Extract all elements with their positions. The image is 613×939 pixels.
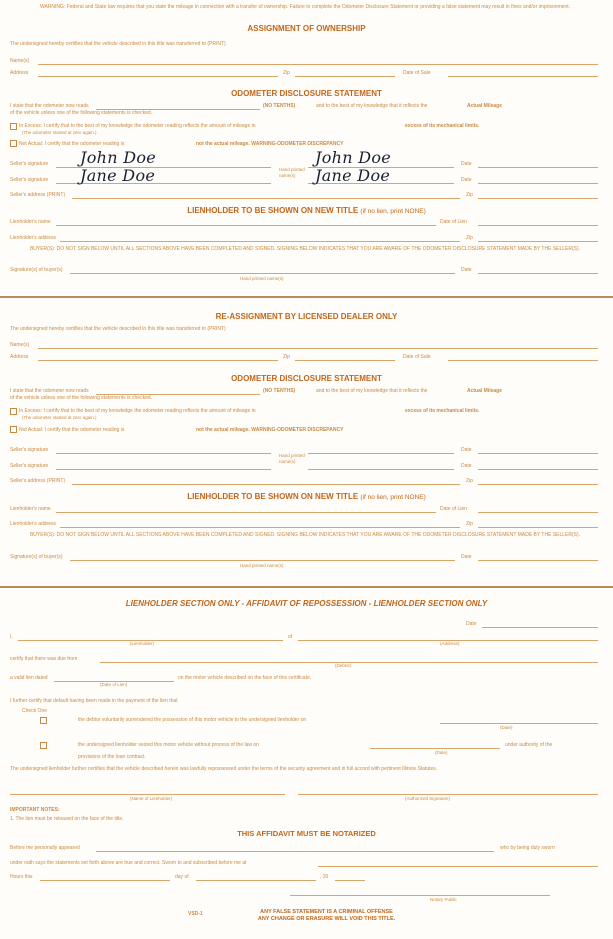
no-tenths: (NO TENTHS) [263,103,296,109]
notary-signature-line[interactable] [290,895,550,896]
important-notes: IMPORTANT NOTES: [10,807,60,813]
printed-name-2: Jane Doe [315,166,391,185]
hand-printed-names-label: Hand printed name(s) [279,167,305,178]
re-name-label: Name(s) [10,342,30,348]
caption-name-lienholder: (Name of Lienholder) [130,796,173,801]
seller-signature-1: John Doe [80,148,157,167]
option-surrendered: the debtor voluntarily surrendered the possession of this motor vehicle to the undersigned lienholder on [78,717,307,723]
odometer-title: ODOMETER DISCLOSURE STATEMENT [231,89,382,98]
lienholder-name-label: Lienholder's name [10,219,51,225]
excess-b: excess of its mechanical limits. [405,123,480,129]
repo-further-label: I further certify that default having been made in the payment of the lien that [10,698,178,704]
lien-zip-label: Zip [466,235,473,241]
re-in-excess-checkbox[interactable] [10,408,17,415]
re-not-actual-checkbox[interactable] [10,426,17,433]
under-oath-label: under oath says the statements set forth above are true and correct. Sworn to and subscribed before me at [10,860,247,866]
caption-date-2: (Date) [435,750,448,755]
re-date-line-2[interactable] [478,469,598,470]
re-lienholder-address-line[interactable] [60,527,460,528]
odo-stmt-b: and to the best of my knowledge that it reflects the [316,103,428,109]
re-lienholder-name-line[interactable] [56,512,436,513]
re-sellers-signature-label-2: Seller's signature [10,463,49,469]
repo-i-label: I, [10,634,13,640]
notarized-title: THIS AFFIDAVIT MUST BE NOTARIZED [237,829,376,838]
lienholder-name-line[interactable] [56,225,436,226]
note-1: 1. The lien must be released on the face of the title. [10,816,124,822]
re-buyer-signature-label: Signature(s) of buyer(s) [10,554,63,560]
re-printed-name-line-2[interactable] [308,469,454,470]
re-buyer-warning: BUYER(S): DO NOT SIGN BELOW UNTIL ALL SECTIONS ABOVE HAVE BEEN COMPLETED AND SIGNED. SIGNING BELOW INDICATES THAT YOU ARE AWARE OF THE ODOMETER DISCLOSURE STATEMENT MADE BY THE SELLER(S). [29,532,581,538]
re-buyer-date-label: Date [461,554,472,560]
re-sellers-address-label: Seller's address (PRINT) [10,478,66,484]
seized-date-line[interactable] [370,748,500,749]
lienholder-address-line[interactable] [60,241,460,242]
buyer-date-label: Date [461,267,472,273]
re-odometer-title: ODOMETER DISCLOSURE STATEMENT [231,374,382,383]
re-address-line[interactable] [38,360,278,361]
hand-printed-caption: Hand printed name(s) [240,276,284,281]
re-sellers-signature-line-2[interactable] [56,469,271,470]
sellers-signature-label-2: Seller's signature [10,177,49,183]
repo-final-statement: The undersigned lienholder further certifies that the vehicle described herein was lawfully repossessed under the terms of the security agreement and in full accord with pertinent Illinois Statutes. [10,766,438,772]
re-odo-stmt-c: of the vehicle unless one of the following statements is checked. [10,395,153,401]
date-of-lien-label: Date of Lien [440,219,467,225]
printed-name-1: John Doe [315,148,392,167]
zip-label: Zip [283,70,290,76]
re-date-of-sale-line[interactable] [448,360,598,361]
authorized-signature-line[interactable] [298,794,598,795]
appeared-name-line[interactable] [96,851,494,852]
not-actual-a: Not Actual: I certify that the odometer reading is [19,141,125,147]
re-odo-stmt-a: I state that the odometer now reads [10,388,89,394]
name-of-lienholder-line[interactable] [10,794,285,795]
name-line[interactable] [38,64,598,65]
re-hand-printed-caption: Hand printed name(s) [240,563,284,568]
buyer-warning: BUYER(S): DO NOT SIGN BELOW UNTIL ALL SECTIONS ABOVE HAVE BEEN COMPLETED AND SIGNED. SIGNING BELOW INDICATES THAT YOU ARE AWARE OF THE ODOMETER DISCLOSURE STATEMENT MADE BY THE SELLER(S). [29,246,581,252]
repo-verify-label: certify that there was due from [10,656,78,662]
re-date-label-1: Date [461,447,472,453]
buyer-date-line[interactable] [478,273,598,274]
notary-caption: Notary Public [430,897,457,902]
re-date-label-2: Date [461,463,472,469]
warning-text: WARNING: Federal and State law requires that you state the mileage in connection with a transfer of ownership. Failure to complete the Odometer Disclosure Statement or providing a false statement may result in fines and/or imprisonment. [39,4,571,10]
re-lien-zip-label: Zip [466,521,473,527]
excess-a: In Excess: I certify that to the best of my knowledge the odometer reading reflects the amount of mileage in [19,123,256,129]
name-label: Name(s) [10,58,30,64]
date-label-2: Date [461,177,472,183]
footer-line-2: ANY CHANGE OR ERASURE WILL VOID THIS TITLE. [257,916,396,922]
sworn-location-line[interactable] [318,866,598,867]
caption-authorized-sig: (Authorized Signature) [405,796,451,801]
zip-line[interactable] [295,76,395,77]
reassignment-title: RE-ASSIGNMENT BY LICENSED DEALER ONLY [215,312,398,321]
seized-checkbox[interactable] [40,742,47,749]
caption-date-lien: (Date of Lien) [100,682,128,687]
re-seller-zip-line[interactable] [478,484,598,485]
day-line[interactable] [40,880,170,881]
re-date-of-lien-label: Date of Lien [440,506,467,512]
month-line[interactable] [196,880,316,881]
re-excess-b: excess of its mechanical limits. [405,408,480,414]
duly-sworn-label: who by being duly sworn [500,845,555,851]
re-lienholder-title: LIENHOLDER TO BE SHOWN ON NEW TITLE (if no lien, print NONE) [187,492,426,501]
not-actual-b: not the actual mileage. WARNING-ODOMETER DISCREPANCY [196,141,344,147]
re-not-actual-b: not the actual mileage. WARNING-ODOMETER DISCREPANCY [196,427,344,433]
lien-zip-line[interactable] [478,241,598,242]
date-line-2[interactable] [478,183,598,184]
repo-valid-lien-label: a valid lien dated [10,675,48,681]
caption-lienholder: (Lienholder) [130,641,155,646]
re-actual-mileage: Actual Mileage [467,388,503,394]
re-printed-name-line-1[interactable] [308,453,454,454]
buyer-signature-line[interactable] [70,273,455,274]
form-id: VSD-1 [188,911,203,917]
year-prefix: , 20 [320,874,329,880]
re-sellers-signature-label-1: Seller's signature [10,447,49,453]
sellers-signature-label-1: Seller's signature [10,161,49,167]
date-line-1[interactable] [478,167,598,168]
before-me-label: Before me personally appeared [10,845,80,851]
re-excess-a: In Excess: I certify that to the best of my knowledge the odometer reading reflects the amount of mileage in [19,408,256,414]
re-date-of-sale-label: Date of Sale [403,354,431,360]
re-buyer-signature-line[interactable] [70,560,455,561]
sellers-address-label: Seller's address (PRINT) [10,192,66,198]
re-date-of-lien-line[interactable] [478,512,598,513]
date-of-sale-line[interactable] [448,76,598,77]
assignment-title: ASSIGNMENT OF OWNERSHIP [247,24,366,33]
excess-c: (The odometer started at zero again.) [22,130,97,135]
date-of-lien-line[interactable] [478,225,598,226]
day-of-label: day of [175,874,189,880]
re-lien-zip-line[interactable] [478,527,598,528]
re-no-tenths: (NO TENTHS) [263,388,296,394]
sellers-address-line[interactable] [72,198,460,199]
seller-zip-line[interactable] [478,198,598,199]
re-zip-label: Zip [283,354,290,360]
address-label: Address [10,70,29,76]
in-excess-checkbox[interactable] [10,123,17,130]
section-divider-2 [0,586,613,588]
re-address-label: Address [10,354,29,360]
re-hand-printed-names-label: Hand printed name(s) [279,453,305,464]
caption-debtor: (Debtor) [335,663,352,668]
seller-signature-2: Jane Doe [80,166,156,185]
assignment-intro: The undersigned hereby certifies that the vehicle described in this title was transferred to (PRINT) [10,41,226,47]
re-date-line-1[interactable] [478,453,598,454]
actual-mileage: Actual Mileage [467,103,503,109]
hours-this-label: Hours this [10,874,33,880]
address-line[interactable] [38,76,278,77]
re-sellers-signature-line-1[interactable] [56,453,271,454]
year-line[interactable] [335,880,365,881]
repo-date-line[interactable] [482,627,598,628]
re-zip-line[interactable] [295,360,395,361]
surrendered-checkbox[interactable] [40,717,47,724]
re-lienholder-name-label: Lienholder's name [10,506,51,512]
surrendered-date-line[interactable] [440,723,598,724]
re-excess-c: (The odometer started at zero again.) [22,415,97,420]
repo-on-vehicle-label: on the motor vehicle described on the face of this certificate. [178,675,312,681]
repo-of-label: of [288,634,293,640]
section-divider-1 [0,296,613,298]
option-seized-a: the undersigned lienholder seized this motor vehicle without process of the law on [78,742,259,748]
re-buyer-date-line[interactable] [478,560,598,561]
re-lienholder-address-label: Lienholder's address [10,521,56,527]
re-odo-stmt-b: and to the best of my knowledge that it reflects the [316,388,428,394]
date-label-1: Date [461,161,472,167]
option-seized-b: under authority of the [505,742,553,748]
odo-stmt-a: I state that the odometer now reads [10,103,89,109]
re-seller-zip-label: Zip [466,478,473,484]
option-seized-c: provisions of the loan contract. [78,754,146,760]
repo-date-label: Date [466,621,477,627]
caption-address: (Address) [440,641,460,646]
repossession-title: LIENHOLDER SECTION ONLY - AFFIDAVIT OF REPOSSESSION - LIENHOLDER SECTION ONLY [125,599,488,608]
odo-stmt-c: of the vehicle unless one of the following statements is checked. [10,110,153,116]
re-name-line[interactable] [38,348,598,349]
date-of-sale-label: Date of Sale [403,70,431,76]
lienholder-address-label: Lienholder's address [10,235,56,241]
buyer-signature-label: Signature(s) of buyer(s) [10,267,63,273]
footer-line-1: ANY FALSE STATEMENT IS A CRIMINAL OFFENSE [260,909,393,915]
seller-zip-label: Zip [466,192,473,198]
reassignment-intro: The undersigned hereby certifies that the vehicle described in this title was transferred to (PRINT) [10,326,226,332]
lienholder-title: LIENHOLDER TO BE SHOWN ON NEW TITLE (if no lien, print NONE) [187,206,426,215]
not-actual-checkbox[interactable] [10,140,17,147]
caption-date-1: (Date) [500,725,513,730]
re-not-actual-a: Not Actual: I certify that the odometer reading is [19,427,125,433]
check-one-label: Check One [22,708,48,714]
re-sellers-address-line[interactable] [72,484,460,485]
